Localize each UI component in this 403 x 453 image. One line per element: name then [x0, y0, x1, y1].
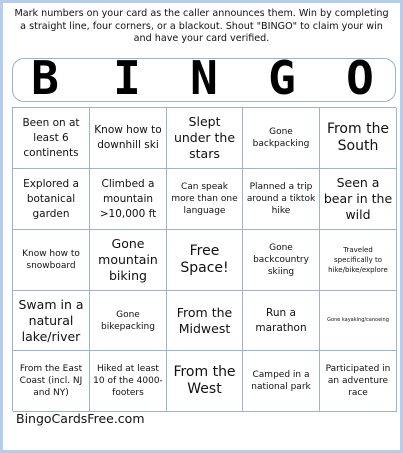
bingo-cell-r2-c2[interactable] — [90, 169, 167, 230]
bingo-cell-text: Camped in a national park — [251, 370, 311, 392]
bingo-cell-r3-c4[interactable] — [243, 230, 320, 291]
bingo-cell-r2-c1[interactable] — [13, 169, 90, 230]
bingo-cell-r1-c3[interactable] — [167, 108, 243, 169]
bingo-cell-text: Swam in a natural lake/river — [18, 296, 84, 344]
title-letter-b: B — [31, 51, 59, 105]
bingo-cell-text: Gone backpacking — [252, 127, 310, 149]
bingo-cell-r4-c4[interactable] — [243, 291, 320, 351]
bingo-cell-text: Gone bikepacking — [101, 309, 155, 332]
bingo-cell-free-space[interactable] — [167, 230, 243, 291]
bingo-cell-r1-c5[interactable] — [320, 108, 397, 169]
bingo-cell-text: Slept under the stars — [173, 114, 236, 161]
bingo-cell-text: Climbed a mountain >10,000 ft — [99, 177, 157, 220]
bingo-cell-r3-c1[interactable] — [13, 230, 90, 291]
bingo-cell-text: Participated in an adventure race — [325, 364, 391, 398]
bingo-cell-text: Gone kayaking/canoeing — [327, 317, 389, 323]
bingo-cell-text: Can speak more than one language — [171, 182, 238, 216]
bingo-cell-r5-c5[interactable] — [320, 351, 397, 412]
bingo-cell-text: From the East Coast (incl. NJ and NY) — [19, 364, 83, 398]
bingo-cell-text: From the South — [326, 121, 390, 154]
bingo-cell-r2-c3[interactable] — [167, 169, 243, 230]
bingo-cell-text: Traveled specifically to hike/bike/explore — [328, 246, 388, 274]
instructions-text: Mark numbers on your card as the caller announces them. Win by completing a straight line, four corners, or a blackout. Shout "BINGO" to claim your win and have your card verified. — [14, 8, 389, 44]
bingo-cell-r3-c2[interactable] — [90, 230, 167, 291]
bingo-grid — [12, 107, 396, 411]
title-letter-g: G — [268, 51, 296, 105]
bingo-cell-r5-c2[interactable] — [90, 351, 167, 412]
bingo-cell-text: Free Space! — [180, 243, 229, 276]
bingo-cell-r4-c1[interactable] — [13, 291, 90, 351]
title-letter-i: I — [113, 51, 141, 105]
bingo-cell-text: Know how to downhill ski — [94, 124, 162, 151]
title-letter-o: O — [346, 51, 374, 105]
bingo-cell-r4-c3[interactable] — [167, 291, 243, 351]
bingo-cell-text: Gone mountain biking — [98, 236, 158, 283]
bingo-cell-text: Hiked at least 10 of the 4000-footers — [93, 364, 163, 398]
bingo-cell-r1-c4[interactable] — [243, 108, 320, 169]
title-letter-n: N — [190, 51, 218, 105]
bingo-cell-text: Run a marathon — [255, 306, 307, 334]
bingo-cell-r4-c5[interactable] — [320, 291, 397, 351]
bingo-cell-text: From the Midwest — [176, 304, 233, 336]
bingo-cell-text: Gone backcountry skiing — [253, 243, 309, 277]
bingo-cell-r5-c3[interactable] — [167, 351, 243, 412]
footer-site-link[interactable]: BingoCardsFree.com — [16, 411, 145, 426]
bingo-cell-text: Explored a botanical garden — [23, 177, 79, 220]
bingo-title — [12, 51, 396, 105]
bingo-cell-r2-c5[interactable] — [320, 169, 397, 230]
bingo-cell-text: Been on at least 6 continents — [22, 116, 80, 159]
bingo-cell-r4-c2[interactable] — [90, 291, 167, 351]
bingo-cell-text: Seen a bear in the wild — [323, 175, 393, 222]
bingo-cell-r3-c5[interactable] — [320, 230, 397, 291]
bingo-cell-r5-c1[interactable] — [13, 351, 90, 412]
bingo-cell-text: From the West — [173, 364, 236, 397]
bingo-cell-text: Know how to snowboard — [22, 249, 80, 271]
bingo-cell-r2-c4[interactable] — [243, 169, 320, 230]
bingo-cell-r1-c1[interactable] — [13, 108, 90, 169]
bingo-cell-r5-c4[interactable] — [243, 351, 320, 412]
bingo-cell-text: Planned a trip around a tiktok hike — [246, 182, 316, 216]
bingo-cell-r1-c2[interactable] — [90, 108, 167, 169]
